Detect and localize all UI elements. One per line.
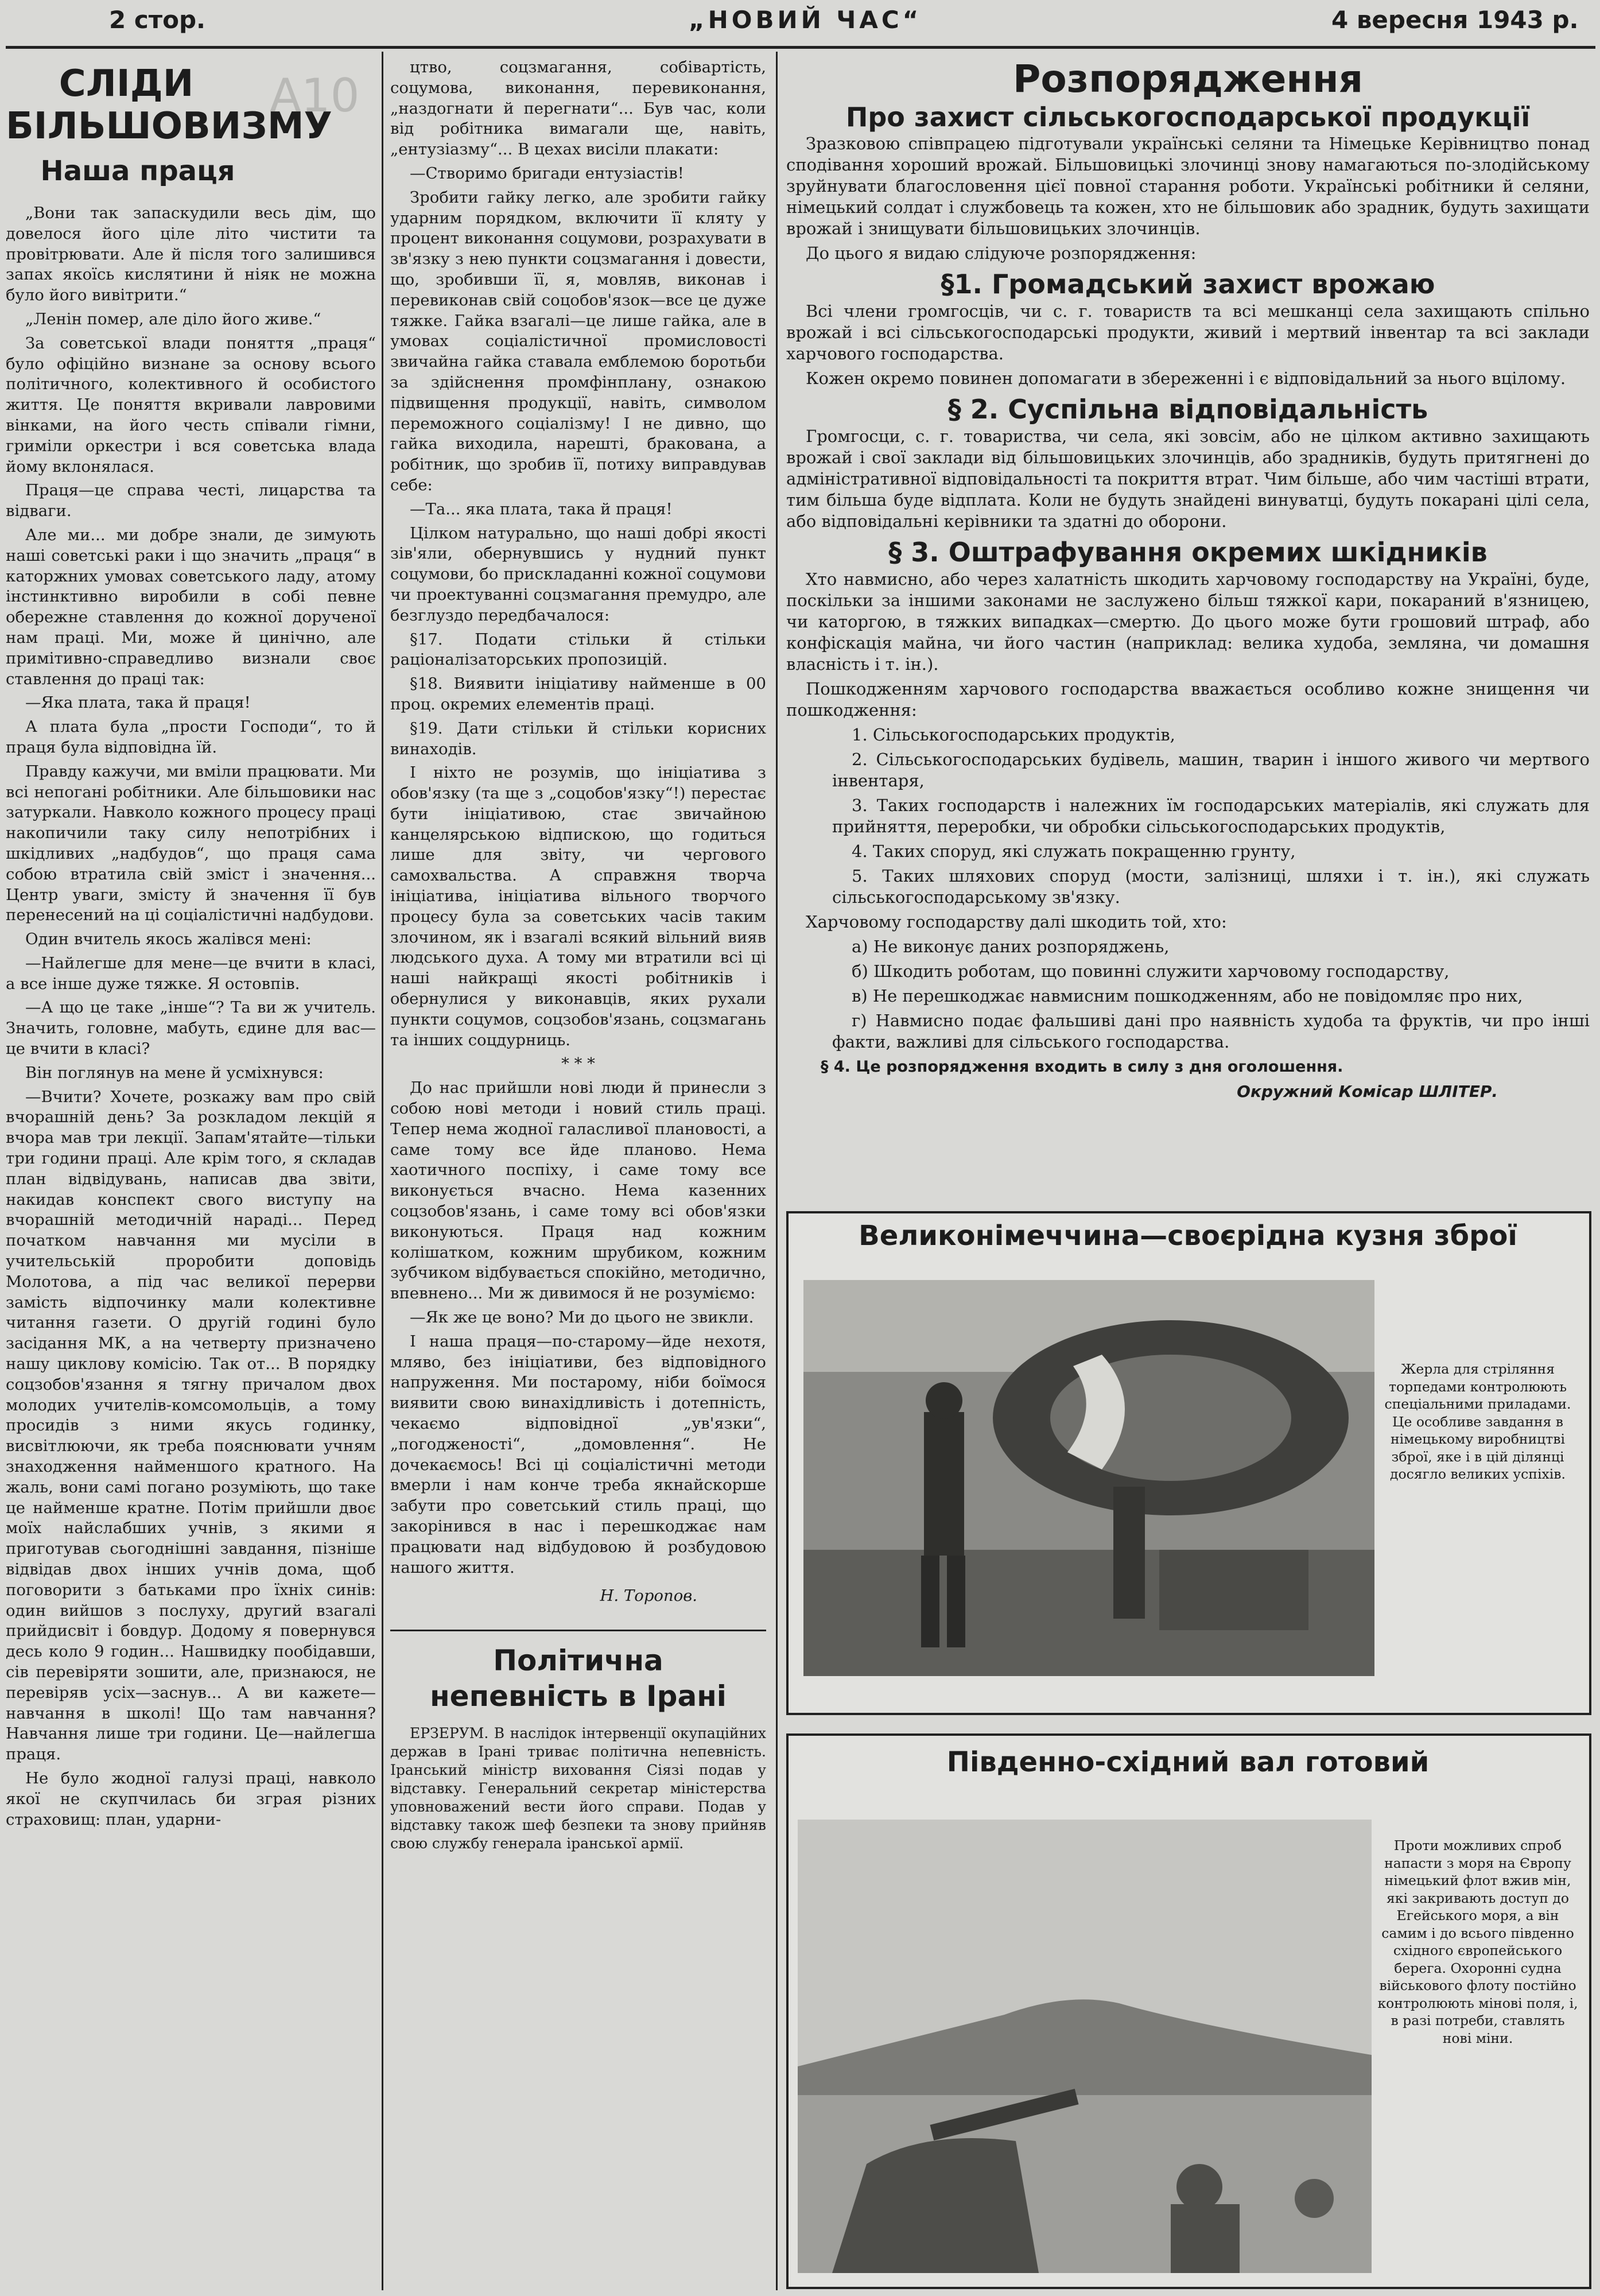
decree-s3-more: Харчовому господарству далі шкодить той, хто: [806, 912, 1227, 932]
article-paragraph: І наша праця—по-старому—йде нехотя, мляво, без ініціативи, без відповідного напруження. Ми постарому, ніби боїмося виявити свою винахідливість і дотепність, чекаємо відповідної „ув'язки“, „погодженості“, „домовлення“. Не дочекаємось! Всі ці соціалістичні методи вмерли і нам конче треба якнайскорше забути про советський стиль праці, що закорінився в нас і перешкоджає нам працювати над відбудовою й розбудовою нашого життя. [390, 1332, 766, 1577]
article-paragraph: За советської влади поняття „праця“ було офіційно визнане за основу всього політичного, колективного й особистого життя. Це поняття вкривали лавровими вінками, на його честь співали гімни, гриміли оркестри і вся советська влада йому вклонялася. [6, 333, 376, 476]
article-paragraph: * * * [561, 1054, 595, 1073]
decree-paragraph: Громгосци, с. г. товариства, чи села, які зовсім, або не цілком активно захищають врожай і свої заклади від більшовицьких злочинців, або зрадників, будуть притягнені до адміністративної відповідальності та покриття втрат. Чим більше, або чим частіші втрати, тим більша буде відплата. Коли не будуть знайдені винуватці, будуть покарані цілі села, або відповідальні керівники та здатні до оборони. [786, 426, 1590, 531]
article-paragraph: Праця—це справа честі, лицарства та відваги. [6, 481, 376, 521]
decree-s1-title: §1. Громадський захист врожаю [941, 269, 1435, 300]
decree-paragraph: Всі члени громгосців, чи с. г. товариств та всі мешканці села захищають спільно врожай і всі сільськогосподарські продукти, живий і мертвий інвентар та всі заклади харчового господарства. [786, 301, 1590, 363]
article-paragraph: —Вчити? Хочете, розкажу вам про свій вчорашній день? За розкладом лекцій я вчора мав три лекції. Запам'ятайте—тільки три години праці. Але крім того, я складав план відвідувань, написав два звіти, накидав конспект свого виступу на вчорашній методичній нараді... Перед початком навчання ми мусіли в учительській проробити доповідь Молотова, а під час великої перерви замість відпочинку мали колективне читання газети. О другій годині було засідання МК, а на четверту призначено нашу циклову комісію. Так от... В порядку соцзобов'язання я тягну причалом двох молодих учителів-комсомольців, а тому просидів з ними якусь годинку, висвітлюючи, як треба пояснювати учням знаходження найменшого кратного. На жаль, вони самі погано розуміють, що таке це найменше кратне. Потім прийшли двоє моїх найслабших учнів, з якими я приготував сьогоднішні завдання, пізніше відвідав двох інших учнів дома, щоб поговорити з батьками про їхніх синів: один вийшов з послуху, другий взагалі прийдисвіт і бовдур. Додому я повернувся десь коло 9 годин... Нашвидку пообідавши, сів перевіряти зошити, але, признаюся, не перевіряв усіх—заснув... А ви кажете—навчання в школі! Що там навчання? Навчання лише три години. Це—найлегша праця. [6, 1087, 376, 1764]
article-title-line2: БІЛЬШОВИЗМУ [6, 105, 332, 148]
page-number: 2 стор. [109, 6, 205, 34]
decree-list-item: 1. Сільськогосподарських продуктів, [852, 725, 1175, 744]
photo2-caption: Проти можливих спроб напасти з моря на Європу німецький флот вжив мін, які закривають доступ до Егейського моря, а він самим і до всього південно східного європейського берега. Охоронні судна військового флоту постійно контролюють мінові поля, і, в разі потреби, ставлять нові міни. [1377, 1837, 1578, 2046]
decree-section [786, 57, 1590, 1102]
article-paragraph: §17. Подати стільки й стільки раціоналізаторських пропозицій. [390, 630, 766, 669]
decree-list-item: 3. Таких господарств і належних їм господарських матеріалів, які служать для прийняття, переробки, чи обробки сільськогосподарських продуктів, [832, 796, 1590, 836]
masthead-rule [6, 46, 1595, 49]
decree-list-item: б) Шкодить роботам, що повинні служити харчовому господарству, [852, 961, 1450, 981]
decree-list-item: г) Навмисно подає фальшиві дані про наявність худоба та фруктів, чи про інші факти, важливі для сільського господарства. [832, 1011, 1590, 1052]
decree-list-item: 2. Сільськогосподарських будівель, машин, тварин і іншого живого чи мертвого інвентаря, [832, 750, 1590, 790]
decree-list-item: а) Не виконує даних розпоряджень, [852, 937, 1170, 956]
article-paragraph: —Створимо бригади ентузіастів! [410, 164, 684, 183]
decree-s2-text [786, 426, 1590, 532]
article-paragraph: „Вони так запаскудили весь дім, що довелося його ціле літо чистити та провітрювати. Але й після того залишився запах якоїсь кислятини й ніяк не можна було його вивітрити.“ [6, 204, 376, 305]
column-rule-1 [382, 52, 383, 2290]
column-rule-2 [776, 52, 778, 2290]
iran-text: ЕРЗЕРУМ. В наслідок інтервенції окупаційних держав в Ірані триває політична непевність. Іранський міністр виховання Сіязі подав у відставку. Генеральний секретар міністерства уповноважений вести його справи. Подав у відставку також шеф безпеки та знову прийняв свою службу генерала іранської армії. [390, 1725, 766, 1852]
article-paragraph: Але ми... ми добре знали, де зимують наші советські раки і що значить „праця“ в каторжних умовах советського ладу, атому інстинктивно виробили в собі певне обережне ставлення до кожної дорученої нам праці. Ми, може й цинічно, але примітивно-справедливо визнали своє ставлення до праці так: [6, 525, 376, 688]
article-paragraph: До нас прийшли нові люди й принесли з собою нові методи і новий стиль праці. Тепер нема жодної галасливої плановості, а саме тому все йде планово. Нема хаотичного поспіху, і саме тому все виконується вчасно. Нема казенних соцзобов'язань, і саме тому всі обов'язки виконуються. Праця над кожним колішатком, кожним шрубиком, кожним зубчиком відбувається спокійно, методично, впевнено... Ми ж дивимося й не розуміємо: [390, 1079, 766, 1303]
article-title-line1: СЛІДИ [59, 63, 194, 105]
decree-s3-list [786, 724, 1590, 908]
article-paragraph: цтво, соцзмагання, собівартість, соцумова, виконання, перевиконання, „наздогнати й перегнати“... Був час, коли від робітника вимагали ще, навіть, „ентузіазму“... В цехах висіли плакати: [390, 58, 766, 159]
article-paragraph: Один вчитель якось жалівся мені: [25, 930, 312, 949]
article-paragraph: Він поглянув на мене й усміхнувся: [25, 1063, 324, 1082]
decree-paragraph: До цього я видаю слідуюче розпорядження: [806, 243, 1197, 263]
article-subtitle: Наша праця [40, 155, 235, 187]
article-paragraph: Зробити гайку легко, але зробити гайку ударним порядком, включити її кляту у процент виконання соцумови, розрахувати в зв'язку з нею пункти соцзмагання і довести, що, зробивши її, я, мовляв, виконав і перевиконав свій соцобов'язок—все це дуже тяжке. Гайка взагалі—це лише гайка, але в умовах соціалістичної промисловості звичайна гайка ставала емблемою боротьби за здійснення промфінплану, ознакою підвищення продукції, навіть, символом переможного соціалізму! І не дивно, що гайка виходила, нарешті, бракована, а робітник, що зробив її, потиху виправдував себе: [390, 188, 766, 494]
decree-paragraph: Пошкодженням харчового господарства вважається особливо кожне знищення чи пошкодження: [786, 679, 1590, 720]
decree-signature: Окружний Комісар ШЛІТЕР. [1237, 1082, 1498, 1101]
article-paragraph: „Ленін помер, але діло його живе.“ [25, 309, 321, 328]
decree-s3-title: § 3. Оштрафування окремих шкідників [888, 537, 1488, 568]
decree-s3-list2 [786, 936, 1590, 1053]
decree-s3-text [786, 569, 1590, 721]
photo2-title: Південно-східний вал готовий [946, 1746, 1430, 1778]
article-paragraph: Правду кажучи, ми вміли працювати. Ми всі непогані робітники. Але більшовики нас затуркали. Навколо кожного процесу праці накопичили таку силу непотрібних і шкідливих „надбудов“, що праця сама собою втратила свій зміст і значення... Центр уваги, змісту й значення її був перенесений на ці соціалістичні надбудови. [6, 762, 376, 925]
article-paragraph: І ніхто не розумів, що ініціатива з обов'язку (та ще з „соцобов'язку“!) перестає бути ініціативою, стає звичайною канцелярською відпискою, що годиться лише для звіту, чи чергового самохвальства. А справжня творча ініціатива, ініціатива вільного творчого процесу була за советських часів таким злочином, як і взагалі всякий вільний вияв людського духа. А тому ми втратили всі ці наші найкращі якості робітників і обернулися у виконавців, яких рухали пункти соцумов, соцзобов'язань, соцзмагань та інших соцдурниць. [390, 763, 766, 1049]
decree-list-item: в) Не перешкоджає навмисним пошкодженням, або не повідомляє про них, [852, 986, 1523, 1006]
decree-s4: § 4. Це розпорядження входить в силу з дня оголошення. [821, 1058, 1343, 1076]
decree-subtitle: Про захист сільськогосподарської продукції [845, 102, 1531, 133]
article-slidy-col1 [6, 57, 376, 2285]
article-paragraph: А плата була „прости Господи“, то й праця була відповідна їй. [6, 718, 376, 757]
article-paragraph: —Яка плата, така й праця! [25, 693, 251, 712]
decree-list-item: 5. Таких шляхових споруд (мости, залізниці, шляхи і т. ін.), які служать сільськогосподарському зв'язку. [832, 866, 1590, 907]
newspaper-name: „НОВИЙ ЧАС“ [689, 6, 922, 34]
article-body-col2 [390, 57, 766, 1578]
archive-stamp: А10 [270, 69, 360, 122]
photo1-title: Великонімеччина—своєрідна кузня зброї [859, 1220, 1517, 1252]
decree-list-item: 4. Таких споруд, які служать покращенню грунту, [852, 841, 1296, 861]
issue-date: 4 вересня 1943 р. [1331, 6, 1579, 34]
decree-paragraph: Зразковою співпрацею підготували українські селяни та Німецьке Керівництво понад сподівання хороший врожай. Більшовицькі злочинці знову намагаються по-злодійському зруйнувати благословення цієї повної старання роботи. Українські робітники й селяни, німецький солдат і службовець та кожен, хто не більшовик або зрадник, будуть захищати врожай і знищувати більшовицьких злочинців. [786, 134, 1590, 238]
decree-paragraph: Хто навмисно, або через халатність шкодить харчовому господарству на Україні, буде, поскільки за іншими законами не заслужено більш тяжкої кари, покараний в'язницею, чи каторгою, в тяжких випадках—смертю. До цього може бути грошовий штраф, або конфіскація майна, чи його частин (наприклад: велика худоба, земляна, чи домашня власність і т. ін.). [786, 569, 1590, 674]
photo1-caption: Жерла для стріляння торпедами контролюють спеціальними приладами. Це особливе завдання в німецькому виробництві зброї, яке і в цій ділянці досягло великих успіхів. [1384, 1361, 1571, 1482]
iran-rule [390, 1630, 766, 1631]
decree-intro [786, 133, 1590, 264]
article-paragraph: —Та... яка плата, така й праця! [410, 499, 673, 518]
article-paragraph: —А що це таке „інше“? Та ви ж учитель. Значить, головне, мабуть, єдине для вас—це вчити в класі? [6, 998, 376, 1058]
article-paragraph: Не було жодної галузі праці, навколо якої не скупчилась би зграя різних страховищ: план, ударни- [6, 1768, 376, 1829]
decree-s2-title: § 2. Суспільна відповідальність [947, 394, 1428, 425]
article-paragraph: §19. Дати стільки й стільки корисних винаходів. [390, 719, 766, 758]
decree-paragraph: Кожен окремо повинен допомагати в збереженні і є відповідальний за нього вцілому. [806, 369, 1566, 388]
article-signature: Н. Торопов. [600, 1587, 697, 1605]
iran-title: Політична непевність в Ірані [430, 1644, 727, 1713]
article-paragraph: —Найлегше для мене—це вчити в класі, а все інше дуже тяжке. Я остовпів. [6, 953, 376, 993]
photo1-image [803, 1280, 1374, 1676]
article-paragraph: §18. Виявити ініціативу найменше в 00 проц. окремих елементів праці. [390, 674, 766, 713]
decree-title: Розпорядження [1013, 57, 1363, 101]
article-paragraph: Цілком натурально, що наші добрі якості зів'яли, обернувшись у нудний пункт соцумови, бо прискладанні кожної соцумови чи проектуванні соцзмагання премудро, але безглуздо передбачалося: [390, 523, 766, 625]
article-body-col1 [6, 203, 376, 1830]
photo2-image [798, 1820, 1372, 2273]
article-paragraph: —Як же це воно? Ми до цього не звикли. [410, 1308, 754, 1327]
article-slidy-col2 [390, 57, 766, 1856]
decree-s1-text [786, 301, 1590, 389]
